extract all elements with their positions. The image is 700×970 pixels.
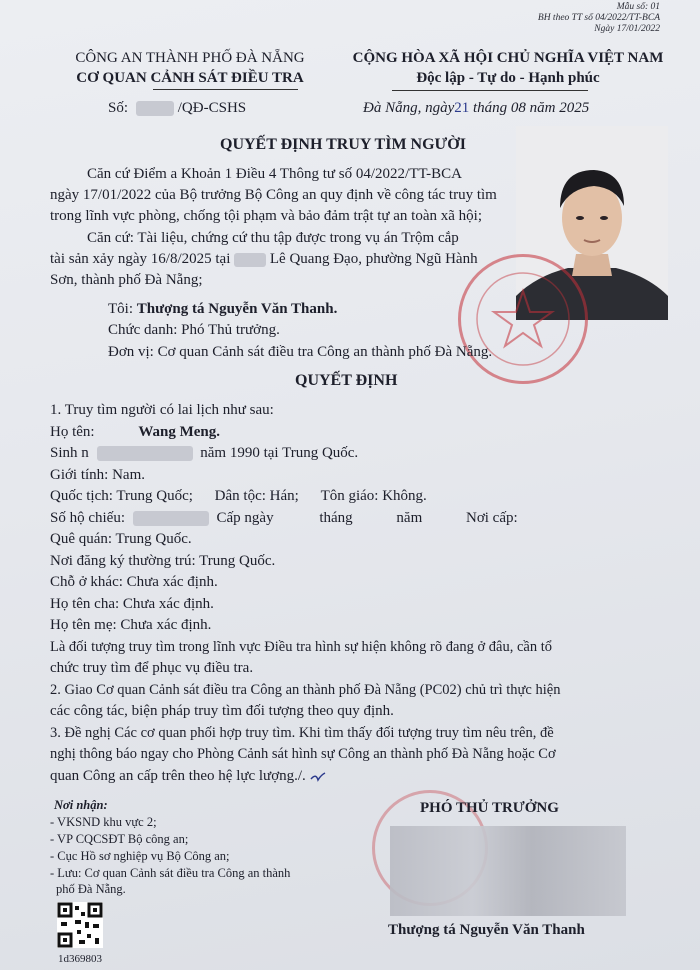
official-stamp (458, 254, 588, 384)
recipient-1: - VKSND khu vực 2; (50, 815, 157, 829)
father-row: Họ tên cha: Chưa xác định. (50, 596, 214, 612)
recipient-4b: phố Đà Nẵng. (56, 882, 126, 896)
country-name: CỘNG HÒA XÃ HỘI CHỦ NGHĨA VIỆT NAM (352, 50, 664, 66)
birth-prefix: Sinh n (50, 445, 89, 461)
issuer-name: Thượng tá Nguyễn Văn Thanh. (136, 301, 338, 317)
preamble-line-6: Sơn, thành phố Đà Nẵng; (50, 272, 203, 288)
preamble-line-5 (50, 249, 478, 269)
note-line-1: Là đối tượng truy tìm trong lĩnh vực Điều tra hình sự hiện không rõ đang ở đâu, cần tổ (50, 639, 553, 655)
gender-row: Giới tính: Nam. (50, 467, 146, 483)
recipients-heading: Nơi nhận: (54, 798, 108, 812)
redacted-number (136, 101, 174, 116)
redacted-signature (390, 826, 626, 916)
place-date (363, 98, 589, 118)
other-address-row: Chỗ ở khác: Chưa xác định. (50, 574, 218, 590)
stamp-star-icon (461, 257, 585, 381)
issuer-line (108, 299, 337, 319)
redacted-address-number (234, 253, 266, 267)
date-prefix: Đà Nẵng, ngày (363, 100, 455, 116)
motto-underline (392, 90, 588, 91)
date-day: 21 (454, 100, 470, 116)
form-number: Mẫu số: 01 (616, 2, 660, 12)
header-underline (153, 89, 298, 90)
item-3-closing: quan Công an cấp trên theo hệ lực lượng./. (50, 768, 306, 784)
preamble-line-2: ngày 17/01/2022 của Bộ trưởng Bộ Công an quy định về công tác truy tìm (50, 187, 497, 203)
unit-line: Đơn vị: Cơ quan Cảnh sát điều tra Công an thành phố Đà Nẵng. (108, 344, 493, 360)
nationality-row (50, 486, 427, 506)
passport-row (50, 508, 518, 528)
item-3-line-1: 3. Đề nghị Các cơ quan phối hợp truy tìm. Khi tìm thấy đối tượng truy tìm nêu trên, đề (50, 725, 554, 741)
preamble-line-3: trong lĩnh vực phòng, chống tội phạm và bảo đảm trật tự an toàn xã hội; (50, 208, 483, 224)
incident-street: Lê Quang Đạo, phường Ngũ Hành (269, 251, 478, 267)
mother-row: Họ tên mẹ: Chưa xác định. (50, 617, 212, 633)
document-number (108, 98, 246, 118)
passport-label: Số hộ chiếu: (50, 510, 125, 526)
recipient-3: - Cục Hồ sơ nghiệp vụ Bộ Công an; (50, 849, 230, 863)
national-motto: Độc lập - Tự do - Hạnh phúc (416, 70, 600, 86)
initial-mark-icon (310, 771, 326, 783)
signer-name: Thượng tá Nguyễn Văn Thanh (388, 922, 585, 938)
incident-date: tài sản xảy ngày 16/8/2025 tại (50, 251, 231, 267)
item-1-intro: 1. Truy tìm người có lai lịch như sau: (50, 402, 274, 418)
redacted-passport (133, 511, 209, 526)
issue-place-label: Nơi cấp: (465, 510, 518, 526)
hometown-row: Quê quán: Trung Quốc. (50, 531, 192, 547)
qr-code (57, 902, 103, 948)
recipient-2: - VP CQCSĐT Bộ công an; (50, 832, 189, 846)
item-2-line-1: 2. Giao Cơ quan Cảnh sát điều tra Công an thành phố Đà Nẵng (PC02) chủ trì thực hiện (50, 682, 561, 698)
redacted-birth-date (97, 446, 193, 461)
suspect-name: Wang Meng. (138, 424, 221, 440)
item-3-line-3 (50, 766, 326, 786)
form-reference: BH theo TT số 04/2022/TT-BCA (537, 13, 660, 23)
issuer-label: Tôi: (108, 301, 133, 317)
document-code: 1d369803 (58, 953, 102, 965)
document-title: QUYẾT ĐỊNH TRUY TÌM NGƯỜI (220, 136, 466, 153)
name-row (50, 422, 220, 442)
ethnicity: Dân tộc: Hán; (214, 488, 299, 504)
number-prefix: Số: (108, 100, 129, 116)
issue-date-label: Cấp ngày (216, 510, 274, 526)
signer-title: PHÓ THỦ TRƯỞNG (420, 800, 559, 816)
note-line-2: chức truy tìm để phục vụ điều tra. (50, 660, 254, 676)
birth-row (50, 443, 358, 463)
issue-year-label: năm (396, 510, 423, 526)
number-suffix: /QĐ-CSHS (177, 100, 247, 116)
religion: Tôn giáo: Không. (320, 488, 427, 504)
preamble-line-1: Căn cứ Điểm a Khoản 1 Điều 4 Thông tư số 04/2022/TT-BCA (87, 166, 462, 182)
item-3-line-2: nghị thông báo ngay cho Phòng Cảnh sát hình sự Công an thành phố Đà Nẵng hoặc Cơ (50, 746, 556, 762)
position-line: Chức danh: Phó Thủ trưởng. (108, 322, 280, 338)
agency-name: CÔNG AN THÀNH PHỐ ĐÀ NẴNG (75, 50, 305, 66)
qr-code-icon (57, 902, 103, 948)
name-label: Họ tên: (50, 424, 95, 440)
issue-month-label: tháng (319, 510, 353, 526)
sub-agency-name: CƠ QUAN CẢNH SÁT ĐIỀU TRA (76, 70, 304, 86)
date-suffix: tháng 08 năm 2025 (473, 100, 590, 116)
preamble-line-4: Căn cứ: Tài liệu, chứng cứ thu tập được trong vụ án Trộm cắp (87, 230, 459, 246)
form-tag (538, 2, 660, 35)
recipient-4a: - Lưu: Cơ quan Cảnh sát điều tra Công an thành (50, 866, 291, 880)
decision-heading: QUYẾT ĐỊNH (295, 372, 398, 389)
birth-suffix: năm 1990 tại Trung Quốc. (200, 445, 359, 461)
item-2-line-2: các công tác, biện pháp truy tìm đối tượng theo quy định. (50, 703, 394, 719)
form-date: Ngày 17/01/2022 (594, 24, 660, 34)
residence-row: Nơi đăng ký thường trú: Trung Quốc. (50, 553, 276, 569)
nationality: Quốc tịch: Trung Quốc; (50, 488, 193, 504)
